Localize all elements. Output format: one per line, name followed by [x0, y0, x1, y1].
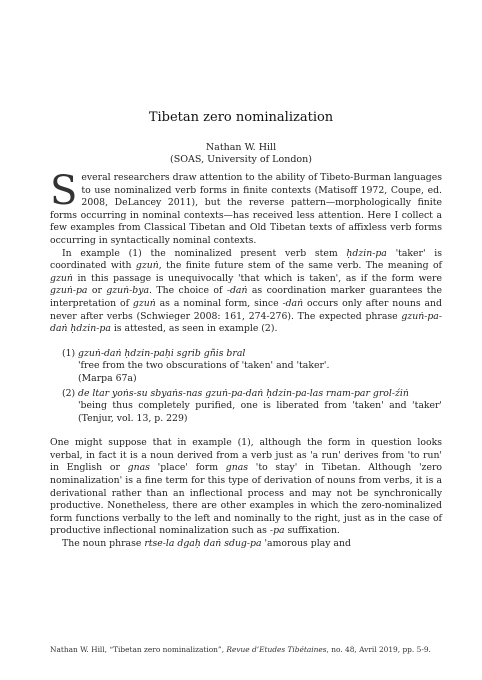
- text: 'to stay' in Tibetan. Although 'zero nominalization' is a fine term for this type of derivation of nouns from verbs, it is a derivational rather than an inflectional process and may not be synchronically productive. Nonetheless, there are other examples in which the zero-nominalized form functions verbally to the left and nominally to the right, just as in the case of productive inflectional nominalization such as: [50, 462, 442, 537]
- example-2: [62, 388, 442, 426]
- drop-cap: S: [50, 168, 78, 214]
- tibetan-term: -daṅ: [226, 285, 248, 297]
- text: The noun phrase: [62, 538, 145, 550]
- text: suffixation.: [284, 525, 340, 537]
- text: as a nominal form, since: [155, 297, 283, 309]
- tibetan-term: gnas: [127, 462, 150, 474]
- example-1: [62, 348, 442, 386]
- text: in this passage is unequivocally 'that which is taken', as if the form were: [72, 272, 442, 284]
- tibetan-term: gnas: [225, 462, 249, 474]
- footer-text: Nathan W. Hill, “Tibetan zero nominalization”,: [50, 645, 227, 654]
- text: 'taker' is coordinated with: [50, 247, 443, 272]
- example-source: (Marpa 67a): [78, 372, 137, 384]
- examples-list: [62, 348, 442, 426]
- tibetan-term: -pa: [269, 525, 285, 537]
- paragraph-1-text: everal researchers draw attention to the ability of Tibeto-Burman languages to use nominalized verb forms in finite contexts (Matisoff 1972, Coupe, ed. 2008, DeLancey 2011), but the reverse pattern—morphologically finite forms occurring in nominal contexts—has received less attention. Here I collect a few examples from Classical Tibetan and Old Tibetan texts of affixless verb forms occurring in syntactically nominal contexts.: [50, 172, 442, 246]
- paper-title: Tibetan zero nominalization: [148, 110, 334, 125]
- body-text: [50, 168, 443, 551]
- tibetan-term: gzuṅ-pa: [50, 285, 88, 297]
- author-block: [0, 142, 482, 166]
- text: , the finite future stem of the same verb. The meaning of: [158, 260, 442, 272]
- tibetan-term: gzuṅ-bya: [106, 285, 150, 297]
- paragraph-1: [50, 168, 442, 248]
- tibetan-term: rtse-la dgaḥ daṅ sdug-pa: [144, 538, 262, 550]
- tibetan-term: gzuṅ: [132, 297, 156, 309]
- example-number: (1): [62, 347, 76, 359]
- example-body: [78, 388, 442, 426]
- example-gloss: 'free from the two obscurations of 'taken' and 'taker'.: [78, 360, 330, 372]
- text: 'amorous play and: [261, 538, 351, 550]
- tibetan-term: gzuṅ: [50, 272, 73, 284]
- tibetan-term: -daṅ: [282, 297, 304, 309]
- author-affiliation: (SOAS, University of London): [170, 154, 312, 165]
- text: is attested, as seen in example (2).: [110, 323, 278, 335]
- journal-name: Revue d’Etudes Tibétaines: [226, 645, 327, 654]
- text: 'place' form: [149, 462, 226, 474]
- text: occurs only after nouns and never after verbs (Schwieger 2008: 161, 274-276). The expected phrase: [50, 297, 442, 322]
- example-tibetan: gzuṅ-daṅ ḥdzin-paḥi sgrib gñis bral: [78, 347, 246, 359]
- text: or: [87, 285, 107, 297]
- tibetan-term: ḥdzin-pa: [346, 247, 387, 259]
- text: as coordination marker guarantees the interpretation of: [50, 285, 442, 309]
- example-body: [78, 348, 442, 386]
- example-number: (2): [62, 387, 76, 399]
- author-name: Nathan W. Hill: [205, 142, 277, 153]
- paragraph-3: [50, 437, 442, 538]
- example-tibetan: de ltar yoṅs-su sbyaṅs-nas gzuṅ-pa-daṅ ḥdzin-pa-las rnam-par grol-źiṅ: [78, 387, 409, 399]
- text: . The choice of: [149, 285, 227, 297]
- text: In example (1) the nominalized present verb stem: [62, 247, 347, 259]
- tibetan-term: gzuṅ-pa-daṅ ḥdzin-pa: [50, 310, 442, 335]
- tibetan-term: gzuṅ: [135, 260, 159, 272]
- footer-text: , no. 48, Avril 2019, pp. 5-9.: [326, 645, 431, 654]
- paragraph-2: [50, 248, 442, 336]
- text: One might suppose that in example (1), although the form in question looks verbal, in fact it is a noun derived from a verb just as 'a run' derives from 'to run' in English or: [50, 437, 442, 474]
- paragraph-4: [50, 538, 442, 551]
- citation-footer: [50, 645, 442, 655]
- example-gloss: 'being thus completely purified, one is liberated from 'taken' and 'taker' (Tenjur, vol. 13, p. 229): [78, 400, 442, 424]
